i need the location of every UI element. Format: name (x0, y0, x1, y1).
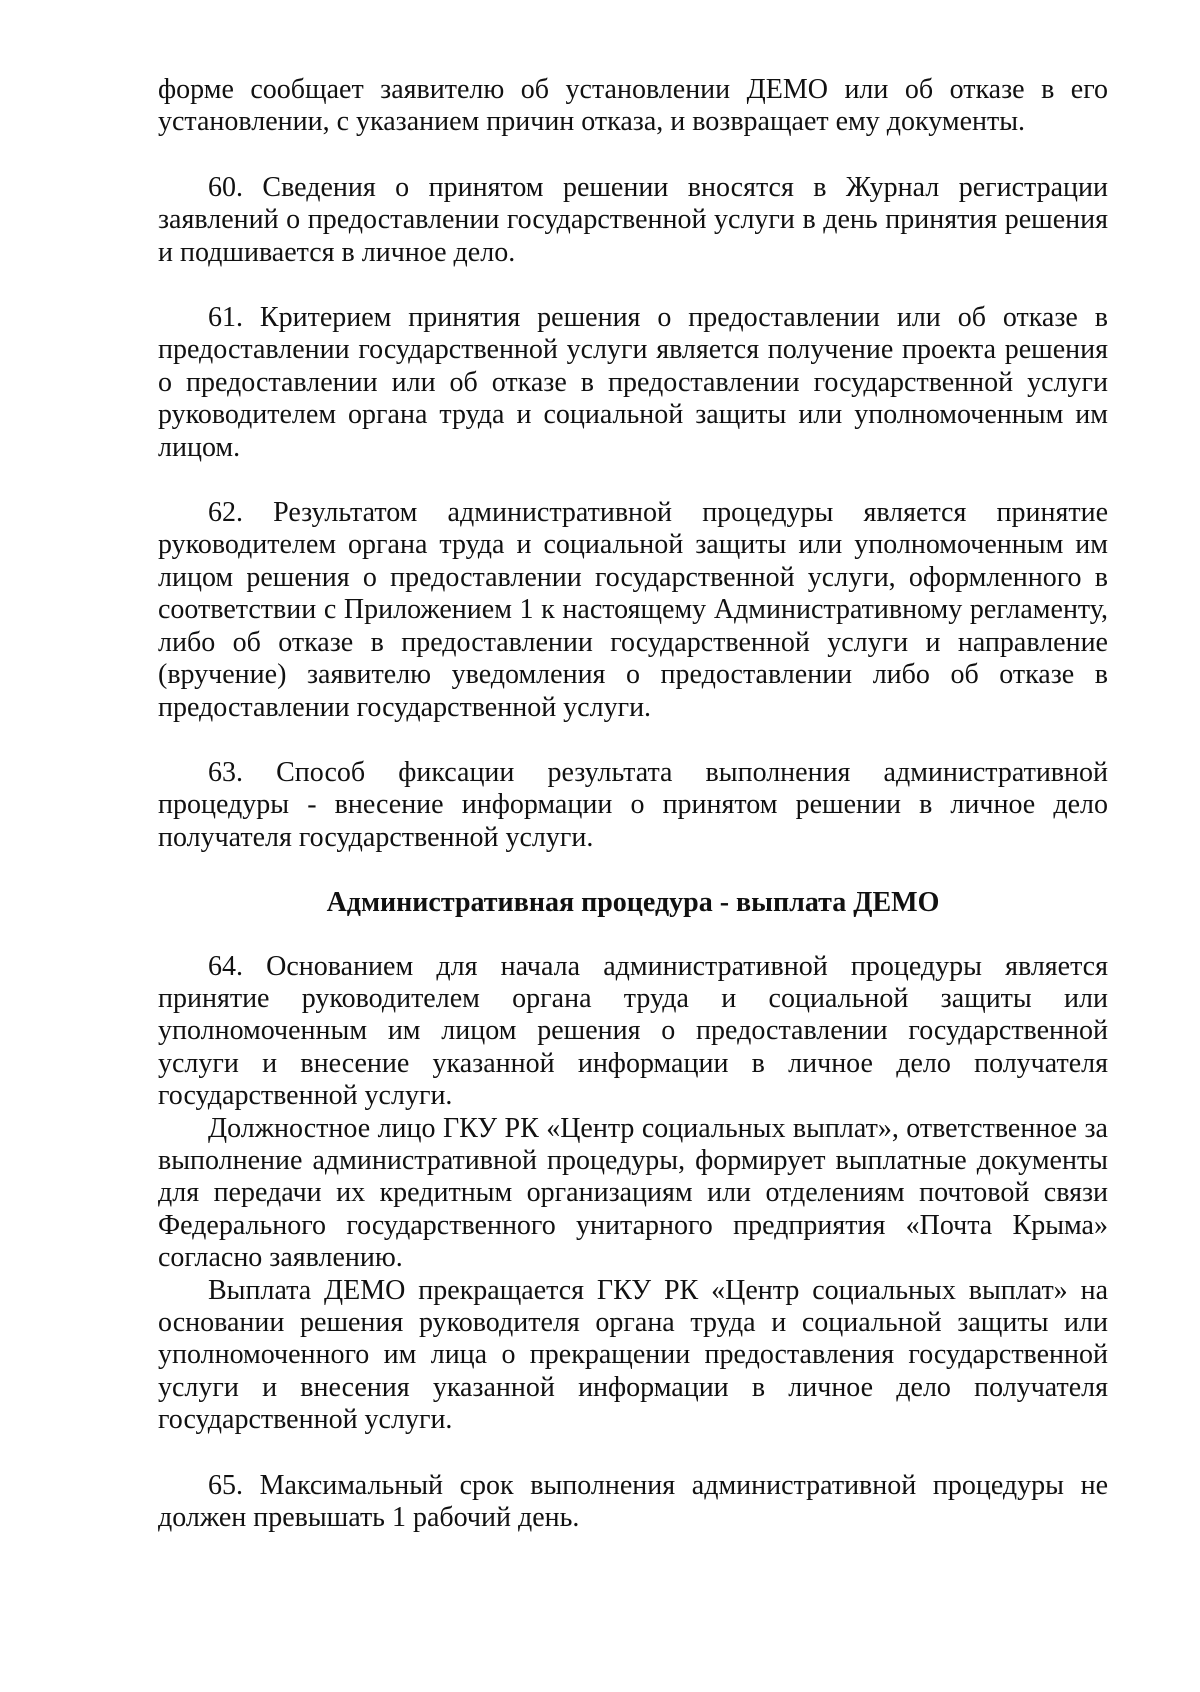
paragraph-62: 62. Результатом административной процедуры является принятие руководителем органа труда и социальной защиты или уполномоченным им лицом решения о предоставлении государственной услуги, оформленного в соответствии с Приложением 1 к настоящему Административному регламенту, либо об отказе в предоставлении государственной услуги и направление (вручение) заявителю уведомления о предоставлении либо об отказе в предоставлении государственной услуги. (158, 497, 1108, 723)
paragraph-61: 61. Критерием принятия решения о предоставлении или об отказе в предоставлении государственной услуги является получение проекта решения о предоставлении или об отказе в предоставлении государственной услуги руководителем органа труда и социальной защиты или уполномоченным им лицом. (158, 302, 1108, 463)
paragraph-64-termination: Выплата ДЕМО прекращается ГКУ РК «Центр социальных выплат» на основании решения руководителя органа труда и социальной защиты или уполномоченного им лица о прекращении предоставления государственной услуги и внесения указанной информации в личное дело получателя государственной услуги. (158, 1274, 1108, 1436)
paragraph-63: 63. Способ фиксации результата выполнения административной процедуры - внесение информации о принятом решении в личное дело получателя государственной услуги. (158, 756, 1108, 853)
paragraph-60: 60. Сведения о принятом решении вносятся в Журнал регистрации заявлений о предоставлении государственной услуги в день принятия решения и подшивается в личное дело. (158, 171, 1108, 268)
paragraph-64: 64. Основанием для начала административной процедуры является принятие руководителем органа труда и социальной защиты или уполномоченным им лицом решения о предоставлении государственной услуги и внесение указанной информации в личное дело получателя государственной услуги. (158, 950, 1108, 1112)
paragraph-continuation: форме сообщает заявителю об установлении ДЕМО или об отказе в его установлении, с указанием причин отказа, и возвращает ему документы. (158, 74, 1108, 138)
paragraph-65: 65. Максимальный срок выполнения административной процедуры не должен превышать 1 рабочий день. (158, 1469, 1108, 1534)
section-heading: Административная процедура - выплата ДЕМО (326, 887, 940, 919)
document-body (158, 74, 1108, 1534)
paragraph-64-official: Должностное лицо ГКУ РК «Центр социальных выплат», ответственное за выполнение административной процедуры, формирует выплатные документы для передачи их кредитным организациям или отделениям почтовой связи Федерального государственного унитарного предприятия «Почта Крыма» согласно заявлению. (158, 1112, 1108, 1274)
